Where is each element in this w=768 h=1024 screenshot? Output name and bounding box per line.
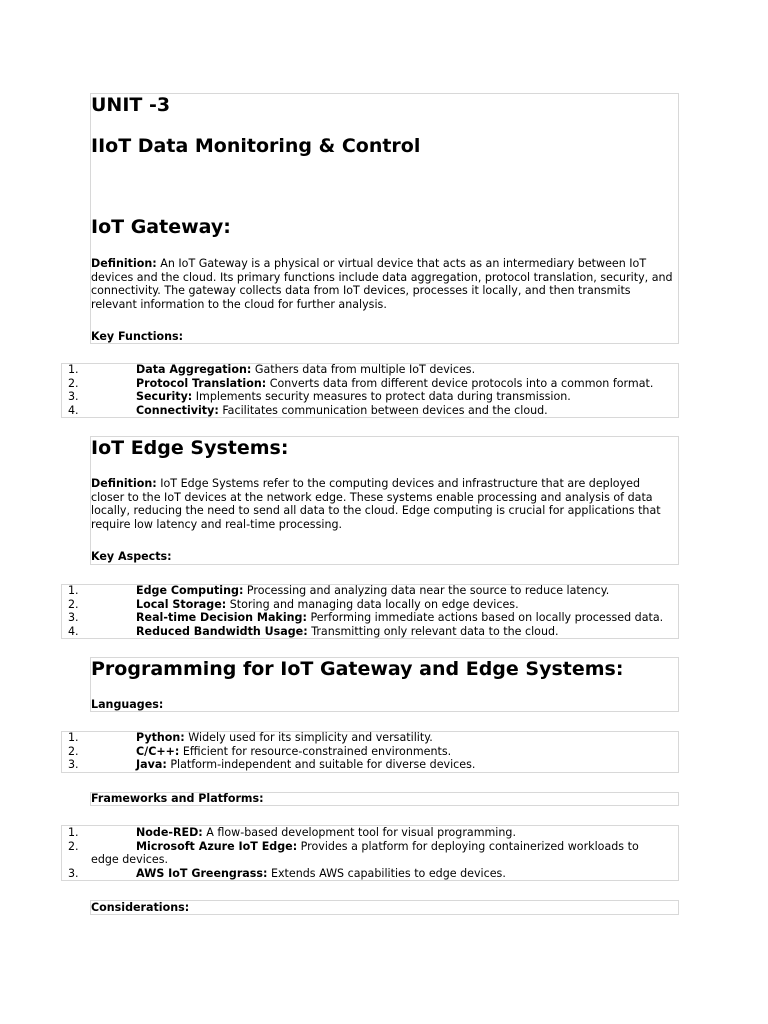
list-number: 1. bbox=[68, 584, 79, 597]
programming-heading: Programming for IoT Gateway and Edge Systems: bbox=[91, 658, 624, 680]
languages-label: Languages: bbox=[91, 698, 164, 711]
list-term: Microsoft Azure IoT Edge: bbox=[136, 839, 298, 853]
frameworks-label: Frameworks and Platforms: bbox=[91, 792, 264, 805]
list-term: AWS IoT Greengrass: bbox=[136, 867, 268, 881]
list-desc: Facilitates communication between devices and the cloud. bbox=[222, 404, 548, 418]
list-desc-continuation: edge devices. bbox=[91, 853, 169, 867]
list-desc: A flow-based development tool for visual programming. bbox=[206, 826, 516, 839]
gateway-definition-text: An IoT Gateway is a physical or virtual device that acts as an intermediary between IoT devices and the cloud. Its primary functions include data aggregation, protocol translation, security, and connectivity. The gateway collects data from IoT devices, processes it locally, and then transmits relevant information to the cloud for further analysis. bbox=[91, 257, 673, 312]
edge-definition-label: Definition: bbox=[91, 477, 157, 490]
list-number: 2. bbox=[68, 597, 79, 611]
gateway-definition bbox=[91, 257, 675, 312]
list-term: Security: bbox=[136, 390, 193, 404]
list-number: 3. bbox=[68, 758, 79, 772]
list-desc: Converts data from different device protocols into a common format. bbox=[269, 376, 654, 390]
list-desc: Implements security measures to protect data during transmission. bbox=[195, 390, 571, 404]
list-term: Edge Computing: bbox=[136, 584, 244, 597]
list-desc: Extends AWS capabilities to edge devices. bbox=[270, 867, 506, 881]
list-term: Local Storage: bbox=[136, 597, 227, 611]
unit-label: UNIT -3 bbox=[91, 94, 171, 116]
list-desc: Gathers data from multiple IoT devices. bbox=[254, 363, 476, 376]
list-term: Java: bbox=[136, 758, 167, 772]
list-number: 1. bbox=[68, 826, 79, 839]
list-desc: Transmitting only relevant data to the cloud. bbox=[311, 625, 559, 639]
list-number: 4. bbox=[68, 404, 79, 418]
list-desc: Platform-independent and suitable for diverse devices. bbox=[170, 758, 476, 772]
list-term: Reduced Bandwidth Usage: bbox=[136, 625, 308, 639]
list-desc: Efficient for resource-constrained environments. bbox=[182, 744, 452, 758]
considerations-label: Considerations: bbox=[91, 901, 190, 914]
list-desc: Processing and analyzing data near the source to reduce latency. bbox=[246, 584, 610, 597]
gateway-definition-label: Definition: bbox=[91, 257, 157, 270]
list-number: 1. bbox=[68, 731, 79, 744]
list-desc: Performing immediate actions based on locally processed data. bbox=[310, 611, 664, 625]
list-term: Data Aggregation: bbox=[136, 363, 252, 376]
edge-list-label: Key Aspects: bbox=[91, 550, 172, 563]
list-number: 1. bbox=[68, 363, 79, 376]
gateway-heading: IoT Gateway: bbox=[91, 216, 231, 238]
list-number: 3. bbox=[68, 867, 79, 881]
list-term: Protocol Translation: bbox=[136, 376, 267, 390]
list-desc: Storing and managing data locally on edge devices. bbox=[229, 597, 519, 611]
list-number: 2. bbox=[68, 839, 79, 853]
edge-heading: IoT Edge Systems: bbox=[91, 437, 289, 459]
list-term: C/C++: bbox=[136, 744, 180, 758]
list-number: 3. bbox=[68, 390, 79, 404]
list-number: 2. bbox=[68, 744, 79, 758]
list-desc: Provides a platform for deploying containerized workloads to bbox=[300, 839, 639, 853]
list-desc: Widely used for its simplicity and versatility. bbox=[188, 731, 433, 744]
edge-definition bbox=[91, 477, 675, 532]
list-number: 2. bbox=[68, 376, 79, 390]
list-term: Connectivity: bbox=[136, 404, 219, 418]
list-term: Python: bbox=[136, 731, 185, 744]
list-number: 4. bbox=[68, 625, 79, 639]
list-term: Real-time Decision Making: bbox=[136, 611, 307, 625]
page-title: IIoT Data Monitoring & Control bbox=[91, 135, 421, 157]
edge-definition-text: IoT Edge Systems refer to the computing devices and infrastructure that are deployed closer to the IoT devices at the network edge. These systems enable processing and analysis of data locally, reducing the need to send all data to the cloud. Edge computing is crucial for applications that require low latency and real-time processing. bbox=[91, 477, 661, 532]
list-term: Node-RED: bbox=[136, 826, 203, 839]
list-number: 3. bbox=[68, 611, 79, 625]
gateway-list-label: Key Functions: bbox=[91, 330, 184, 343]
